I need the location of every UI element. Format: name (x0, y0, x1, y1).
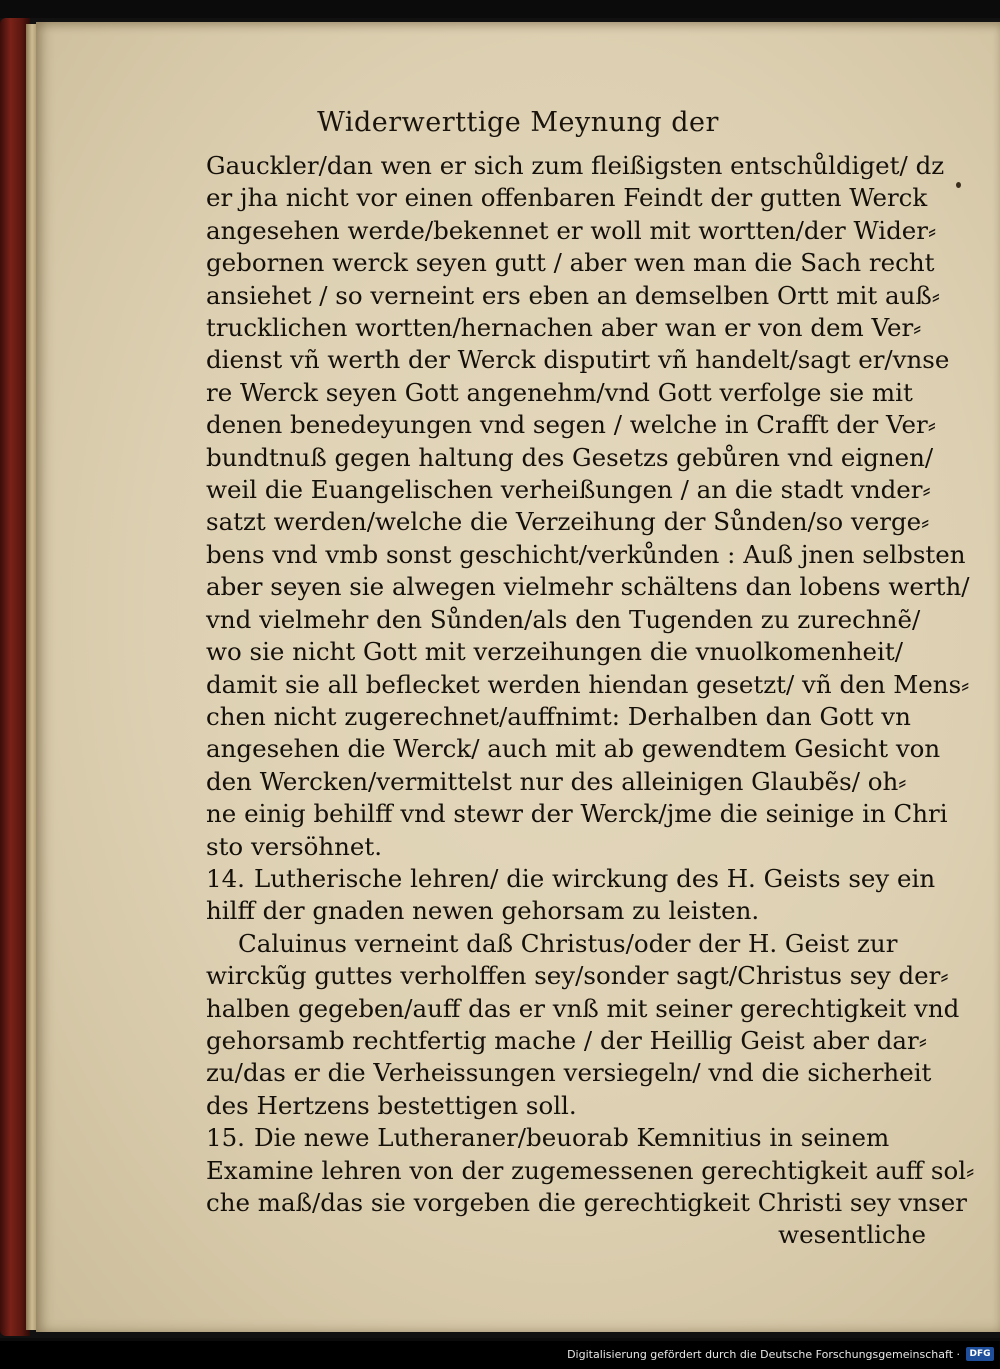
text-line: sto versöhnet. (206, 831, 383, 861)
text-line: re Werck seyen Gott angenehm/vnd Gott verfolge sie mit (206, 377, 913, 407)
calvin-line: des Hertzens bestettigen soll. (206, 1090, 577, 1120)
text-line: angesehen werde/bekennet er woll mit wortten/der Wider⸗ (206, 215, 937, 245)
text-line: bundtnuß gegen haltung des Gesetzs gebůren vnd eignen/ (206, 442, 934, 472)
text-line: den Wercken/vermittelst nur des alleinigen Glaubẽs/ oh⸗ (206, 766, 907, 796)
text-line: wo sie nicht Gott mit verzeihungen die vnuolkomenheit/ (206, 637, 903, 667)
text-line: er jha nicht vor einen offenbaren Feindt der gutten Werck (206, 183, 928, 213)
text-line: ne einig behilff vnd stewr der Werck/jme die seinige in Chri (206, 799, 948, 829)
section-14-line: Lutherische lehren/ die wirckung des H. Geists sey ein (254, 863, 936, 893)
text-line: trucklichen wortten/hernachen aber wan er von dem Ver⸗ (206, 313, 922, 343)
text-line: denen benedeyungen vnd segen / welche in Crafft der Ver⸗ (206, 410, 936, 440)
calvin-line: wirckũg guttes verholffen sey/sonder sagt/Christus sey der⸗ (206, 961, 949, 991)
text-line: chen nicht zugerechnet/auffnimt: Derhalben dan Gott vn (206, 701, 911, 731)
book-page (36, 22, 1000, 1332)
catchword: wesentliche (778, 1220, 926, 1250)
text-line: dienst vñ werth der Werck disputirt vñ handelt/sagt er/vnse (206, 345, 950, 375)
section-number: 14. (206, 863, 245, 893)
text-line: vnd vielmehr den Sůnden/als den Tugenden zu zurechnẽ/ (206, 604, 921, 634)
page-body (206, 150, 975, 1252)
running-head: Widerwerttige Meynung der (317, 107, 719, 138)
text-line: satzt werden/welche die Verzeihung der Sůnden/so verge⸗ (206, 507, 930, 537)
section-14-line: hilff der gnaden newen gehorsam zu leisten. (206, 896, 760, 926)
text-line: weil die Euangelischen verheißungen / an die stadt vnder⸗ (206, 475, 931, 505)
section-14-heading (206, 863, 936, 895)
calvin-line: Caluinus verneint daß Christus/oder der H. Geist zur (238, 928, 898, 958)
ink-speck (956, 182, 961, 188)
section-15-heading (206, 1122, 926, 1154)
text-line: ansiehet / so verneint ers eben an demselben Ortt mit auß⸗ (206, 280, 940, 310)
text-line: Gauckler/dan wen er sich zum fleißigsten entschůldiget/ dz (206, 151, 945, 180)
calvin-line: halben gegeben/auff das er vnß mit seiner gerechtigkeit vnd (206, 993, 960, 1023)
section-number: 15. (206, 1123, 245, 1153)
calvin-line: zu/das er die Verheissungen versiegeln/ vnd die sicherheit (206, 1058, 932, 1088)
funding-credit: Digitalisierung gefördert durch die Deutsche Forschungsgemeinschaft · (567, 1348, 960, 1361)
text-line: bens vnd vmb sonst geschicht/verkůnden : Auß jnen selbsten (206, 539, 966, 569)
text-line: aber seyen sie alwegen vielmehr schältens dan lobens werth/ (206, 572, 970, 602)
dfg-logo-icon: DFG (966, 1347, 994, 1361)
section-15-line: Examine lehren von der zugemessenen gerechtigkeit auff sol⸗ (206, 1155, 975, 1185)
text-line: angesehen die Werck/ auch mit ab gewendtem Gesicht von (206, 734, 941, 764)
text-line: damit sie all beflecket werden hiendan gesetzt/ vñ den Mens⸗ (206, 669, 970, 699)
text-line: gebornen werck seyen gutt / aber wen man die Sach recht (206, 248, 935, 278)
section-15-line: Die newe Lutheraner/beuorab Kemnitius in seinem (254, 1123, 890, 1153)
calvin-line: gehorsamb rechtfertig mache / der Heillig Geist aber dar⸗ (206, 1025, 927, 1055)
section-15-line: che maß/das sie vorgeben die gerechtigkeit Christi sey vnser (206, 1188, 967, 1217)
